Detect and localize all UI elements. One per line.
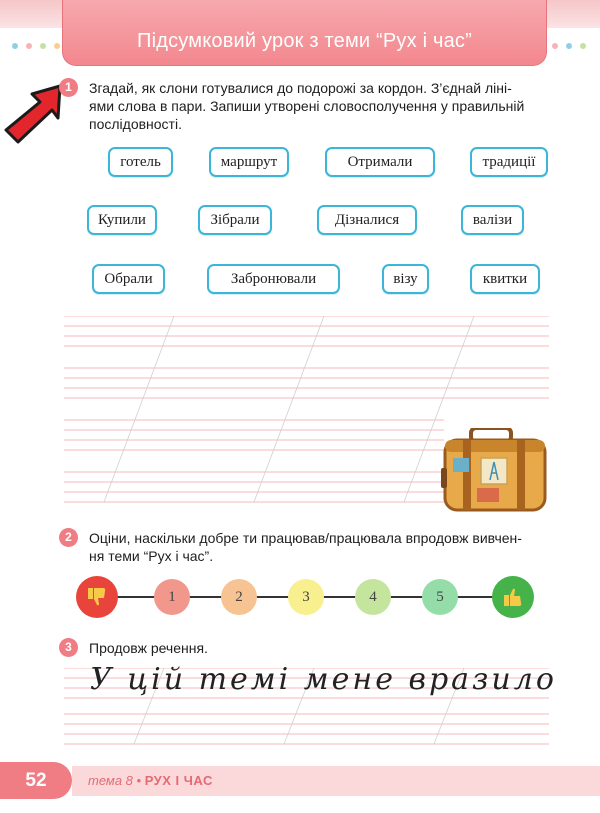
footer-topic-prefix: тема 8 • [88, 773, 142, 788]
red-arrow-icon [2, 82, 64, 146]
scale-option-2[interactable]: 2 [221, 579, 257, 615]
page-number: 52 [0, 762, 72, 799]
task-2-line-1: Оціни, наскільки добре ти працював/працювала впродовж вивчен- [89, 530, 522, 546]
word-card[interactable]: Забронювали [207, 264, 340, 294]
word-card[interactable]: Купили [87, 205, 157, 235]
sentence-start: У цій темі мене вразило [90, 662, 557, 697]
footer-topic-name: РУХ І ЧАС [144, 773, 213, 788]
task-1-number: 1 [59, 78, 78, 97]
task-2-line-2: ня теми “Рух і час”. [89, 548, 214, 564]
word-card[interactable]: маршрут [209, 147, 289, 177]
task-2-instruction [89, 529, 551, 565]
header-box [62, 0, 547, 66]
word-card[interactable]: Отримали [325, 147, 435, 177]
decor-dots-right [548, 36, 590, 46]
task-2-number: 2 [59, 528, 78, 547]
thumbs-down-button[interactable] [76, 576, 118, 618]
scale-option-1[interactable]: 1 [154, 579, 190, 615]
word-card[interactable]: Дізналися [317, 205, 417, 235]
word-card[interactable]: візу [382, 264, 429, 294]
footer-topic [88, 773, 213, 788]
scale-option-5[interactable]: 5 [422, 579, 458, 615]
page-title: Підсумковий урок з теми “Рух і час” [137, 30, 472, 52]
task-1-instruction [89, 79, 549, 133]
suitcase-icon [441, 428, 549, 514]
word-card[interactable]: готель [108, 147, 173, 177]
task-3-instruction: Продовж речення. [89, 640, 208, 656]
task-1-line-1: Згадай, як слони готувалися до подорожі за кордон. З’єднай ліні- [89, 80, 512, 96]
scale-option-4[interactable]: 4 [355, 579, 391, 615]
word-card[interactable]: традиції [470, 147, 548, 177]
thumbs-down-icon [86, 587, 108, 607]
word-card[interactable]: Обрали [92, 264, 165, 294]
word-card[interactable]: квитки [470, 264, 540, 294]
task-1-line-2: ями слова в пари. Запиши утворені словосполучення у правильній [89, 98, 525, 114]
self-assessment-scale [76, 575, 536, 619]
task-3-number: 3 [59, 638, 78, 657]
thumbs-up-icon [502, 587, 524, 607]
thumbs-up-button[interactable] [492, 576, 534, 618]
word-card[interactable]: Зібрали [198, 205, 272, 235]
task-1-line-3: послідовності. [89, 116, 182, 132]
scale-option-3[interactable]: 3 [288, 579, 324, 615]
decor-dots-left [8, 36, 64, 46]
word-card[interactable]: валізи [461, 205, 524, 235]
